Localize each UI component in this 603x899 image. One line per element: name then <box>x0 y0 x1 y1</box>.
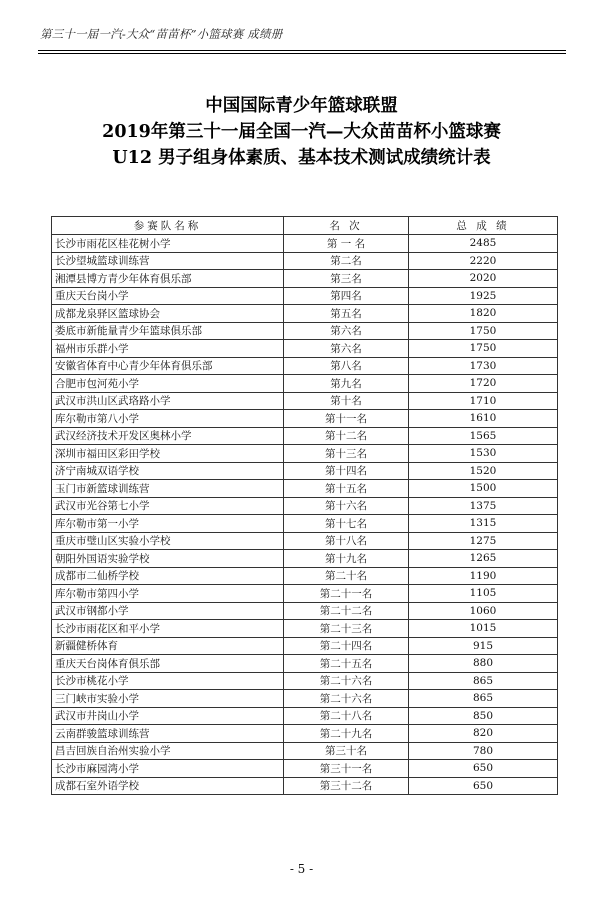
team-cell: 库尔勒市第四小学 <box>52 585 284 603</box>
team-cell: 湘潭县博方青少年体育俱乐部 <box>52 270 284 288</box>
results-body <box>52 235 558 795</box>
team-cell: 长沙市桃花小学 <box>52 672 284 690</box>
team-cell: 成都龙泉驿区篮球协会 <box>52 305 284 323</box>
rank-column-header: 名 次 <box>284 217 409 235</box>
table-row <box>52 742 558 760</box>
rank-cell: 第十四名 <box>284 462 409 480</box>
table-row <box>52 690 558 708</box>
page-number: - 5 - <box>289 862 314 876</box>
running-header: 第三十一届一汽-大众“苗苗杯”小篮球赛 成绩册 <box>40 27 283 41</box>
team-cell: 库尔勒市第八小学 <box>52 410 284 428</box>
table-row <box>52 270 558 288</box>
rank-cell: 第十九名 <box>284 550 409 568</box>
score-cell: 1375 <box>409 497 558 515</box>
team-cell: 武汉市光谷第七小学 <box>52 497 284 515</box>
score-cell: 1750 <box>409 322 558 340</box>
table-row <box>52 427 558 445</box>
header-rule <box>38 50 566 51</box>
table-row <box>52 322 558 340</box>
team-cell: 玉门市新篮球训练营 <box>52 480 284 498</box>
score-cell: 1925 <box>409 287 558 305</box>
score-cell: 2020 <box>409 270 558 288</box>
score-cell: 865 <box>409 672 558 690</box>
score-cell: 1750 <box>409 340 558 358</box>
score-cell: 865 <box>409 690 558 708</box>
table-row <box>52 357 558 375</box>
table-row <box>52 252 558 270</box>
team-cell: 朝阳外国语实验学校 <box>52 550 284 568</box>
table-row <box>52 602 558 620</box>
score-cell: 1520 <box>409 462 558 480</box>
rank-cell: 第九名 <box>284 375 409 393</box>
team-cell: 重庆天台岗体育俱乐部 <box>52 655 284 673</box>
rank-cell: 第二十六名 <box>284 672 409 690</box>
team-cell: 长沙市雨花区桂花树小学 <box>52 235 284 253</box>
rank-cell: 第二十名 <box>284 567 409 585</box>
rank-cell: 第六名 <box>284 322 409 340</box>
team-cell: 长沙望城篮球训练营 <box>52 252 284 270</box>
team-cell: 武汉市井岗山小学 <box>52 707 284 725</box>
table-row <box>52 445 558 463</box>
table-row <box>52 725 558 743</box>
table-row <box>52 392 558 410</box>
score-cell: 1015 <box>409 620 558 638</box>
table-row <box>52 760 558 778</box>
score-cell: 1720 <box>409 375 558 393</box>
table-row <box>52 550 558 568</box>
team-cell: 成都市二仙桥学校 <box>52 567 284 585</box>
score-cell: 1315 <box>409 515 558 533</box>
team-cell: 昌吉回族自治州实验小学 <box>52 742 284 760</box>
team-cell: 新疆健桥体育 <box>52 637 284 655</box>
score-cell: 820 <box>409 725 558 743</box>
rank-cell: 第二十五名 <box>284 655 409 673</box>
score-cell: 1275 <box>409 532 558 550</box>
rank-cell: 第三十二名 <box>284 777 409 795</box>
team-cell: 云南群骏篮球训练营 <box>52 725 284 743</box>
team-cell: 武汉经济技术开发区奥林小学 <box>52 427 284 445</box>
score-cell: 915 <box>409 637 558 655</box>
table-row <box>52 462 558 480</box>
team-cell: 娄底市新能量青少年篮球俱乐部 <box>52 322 284 340</box>
score-cell: 2485 <box>409 235 558 253</box>
score-column-header: 总 成 绩 <box>409 217 558 235</box>
table-row <box>52 532 558 550</box>
score-cell: 1265 <box>409 550 558 568</box>
table-row <box>52 567 558 585</box>
score-cell: 650 <box>409 760 558 778</box>
table-row <box>52 480 558 498</box>
table-row <box>52 410 558 428</box>
title-block <box>0 93 603 171</box>
rank-cell: 第 一 名 <box>284 235 409 253</box>
team-cell: 武汉市洪山区武珞路小学 <box>52 392 284 410</box>
table-row <box>52 637 558 655</box>
table-row <box>52 515 558 533</box>
table-row <box>52 672 558 690</box>
team-cell: 重庆市璧山区实验小学校 <box>52 532 284 550</box>
rank-cell: 第四名 <box>284 287 409 305</box>
team-cell: 武汉市钢都小学 <box>52 602 284 620</box>
rank-cell: 第十一名 <box>284 410 409 428</box>
rank-cell: 第十名 <box>284 392 409 410</box>
rank-cell: 第五名 <box>284 305 409 323</box>
rank-cell: 第八名 <box>284 357 409 375</box>
table-row <box>52 777 558 795</box>
team-cell: 合肥市包河苑小学 <box>52 375 284 393</box>
table-row <box>52 235 558 253</box>
rank-cell: 第六名 <box>284 340 409 358</box>
rank-cell: 第三十名 <box>284 742 409 760</box>
rank-cell: 第十二名 <box>284 427 409 445</box>
team-cell: 库尔勒市第一小学 <box>52 515 284 533</box>
score-cell: 1105 <box>409 585 558 603</box>
team-cell: 长沙市麻园湾小学 <box>52 760 284 778</box>
score-cell: 1820 <box>409 305 558 323</box>
score-cell: 2220 <box>409 252 558 270</box>
rank-cell: 第二十四名 <box>284 637 409 655</box>
score-cell: 1730 <box>409 357 558 375</box>
score-cell: 1190 <box>409 567 558 585</box>
score-cell: 1500 <box>409 480 558 498</box>
results-table <box>51 216 558 795</box>
team-cell: 三门峡市实验小学 <box>52 690 284 708</box>
table-row <box>52 620 558 638</box>
score-cell: 780 <box>409 742 558 760</box>
rank-cell: 第十八名 <box>284 532 409 550</box>
team-cell: 安徽省体育中心青少年体育俱乐部 <box>52 357 284 375</box>
score-cell: 1610 <box>409 410 558 428</box>
rank-cell: 第十七名 <box>284 515 409 533</box>
title-line-3: U12 男子组身体素质、基本技术测试成绩统计表 <box>112 148 491 168</box>
team-cell: 成都石室外语学校 <box>52 777 284 795</box>
rank-cell: 第二十八名 <box>284 707 409 725</box>
table-row <box>52 497 558 515</box>
team-cell: 济宁南城双语学校 <box>52 462 284 480</box>
rank-cell: 第二名 <box>284 252 409 270</box>
table-row <box>52 707 558 725</box>
title-line-2: 2019年第三十一届全国一汽—大众苗苗杯小篮球赛 <box>102 122 501 142</box>
table-row <box>52 655 558 673</box>
score-cell: 650 <box>409 777 558 795</box>
score-cell: 1710 <box>409 392 558 410</box>
table-row <box>52 585 558 603</box>
rank-cell: 第三十一名 <box>284 760 409 778</box>
score-cell: 1565 <box>409 427 558 445</box>
header-rule-thin <box>38 53 566 54</box>
rank-cell: 第二十三名 <box>284 620 409 638</box>
rank-cell: 第二十一名 <box>284 585 409 603</box>
score-cell: 880 <box>409 655 558 673</box>
rank-cell: 第二十六名 <box>284 690 409 708</box>
table-row <box>52 375 558 393</box>
table-row <box>52 340 558 358</box>
rank-cell: 第十六名 <box>284 497 409 515</box>
team-cell: 重庆天台岗小学 <box>52 287 284 305</box>
table-header-row <box>52 217 558 235</box>
score-cell: 1060 <box>409 602 558 620</box>
rank-cell: 第二十二名 <box>284 602 409 620</box>
table-row <box>52 287 558 305</box>
rank-cell: 第二十九名 <box>284 725 409 743</box>
rank-cell: 第十五名 <box>284 480 409 498</box>
team-cell: 福州市乐群小学 <box>52 340 284 358</box>
title-line-1: 中国国际青少年篮球联盟 <box>205 96 398 116</box>
score-cell: 1530 <box>409 445 558 463</box>
rank-cell: 第三名 <box>284 270 409 288</box>
team-cell: 深圳市福田区彩田学校 <box>52 445 284 463</box>
team-column-header: 参赛队名称 <box>52 217 284 235</box>
table-row <box>52 305 558 323</box>
team-cell: 长沙市雨花区和平小学 <box>52 620 284 638</box>
rank-cell: 第十三名 <box>284 445 409 463</box>
score-cell: 850 <box>409 707 558 725</box>
